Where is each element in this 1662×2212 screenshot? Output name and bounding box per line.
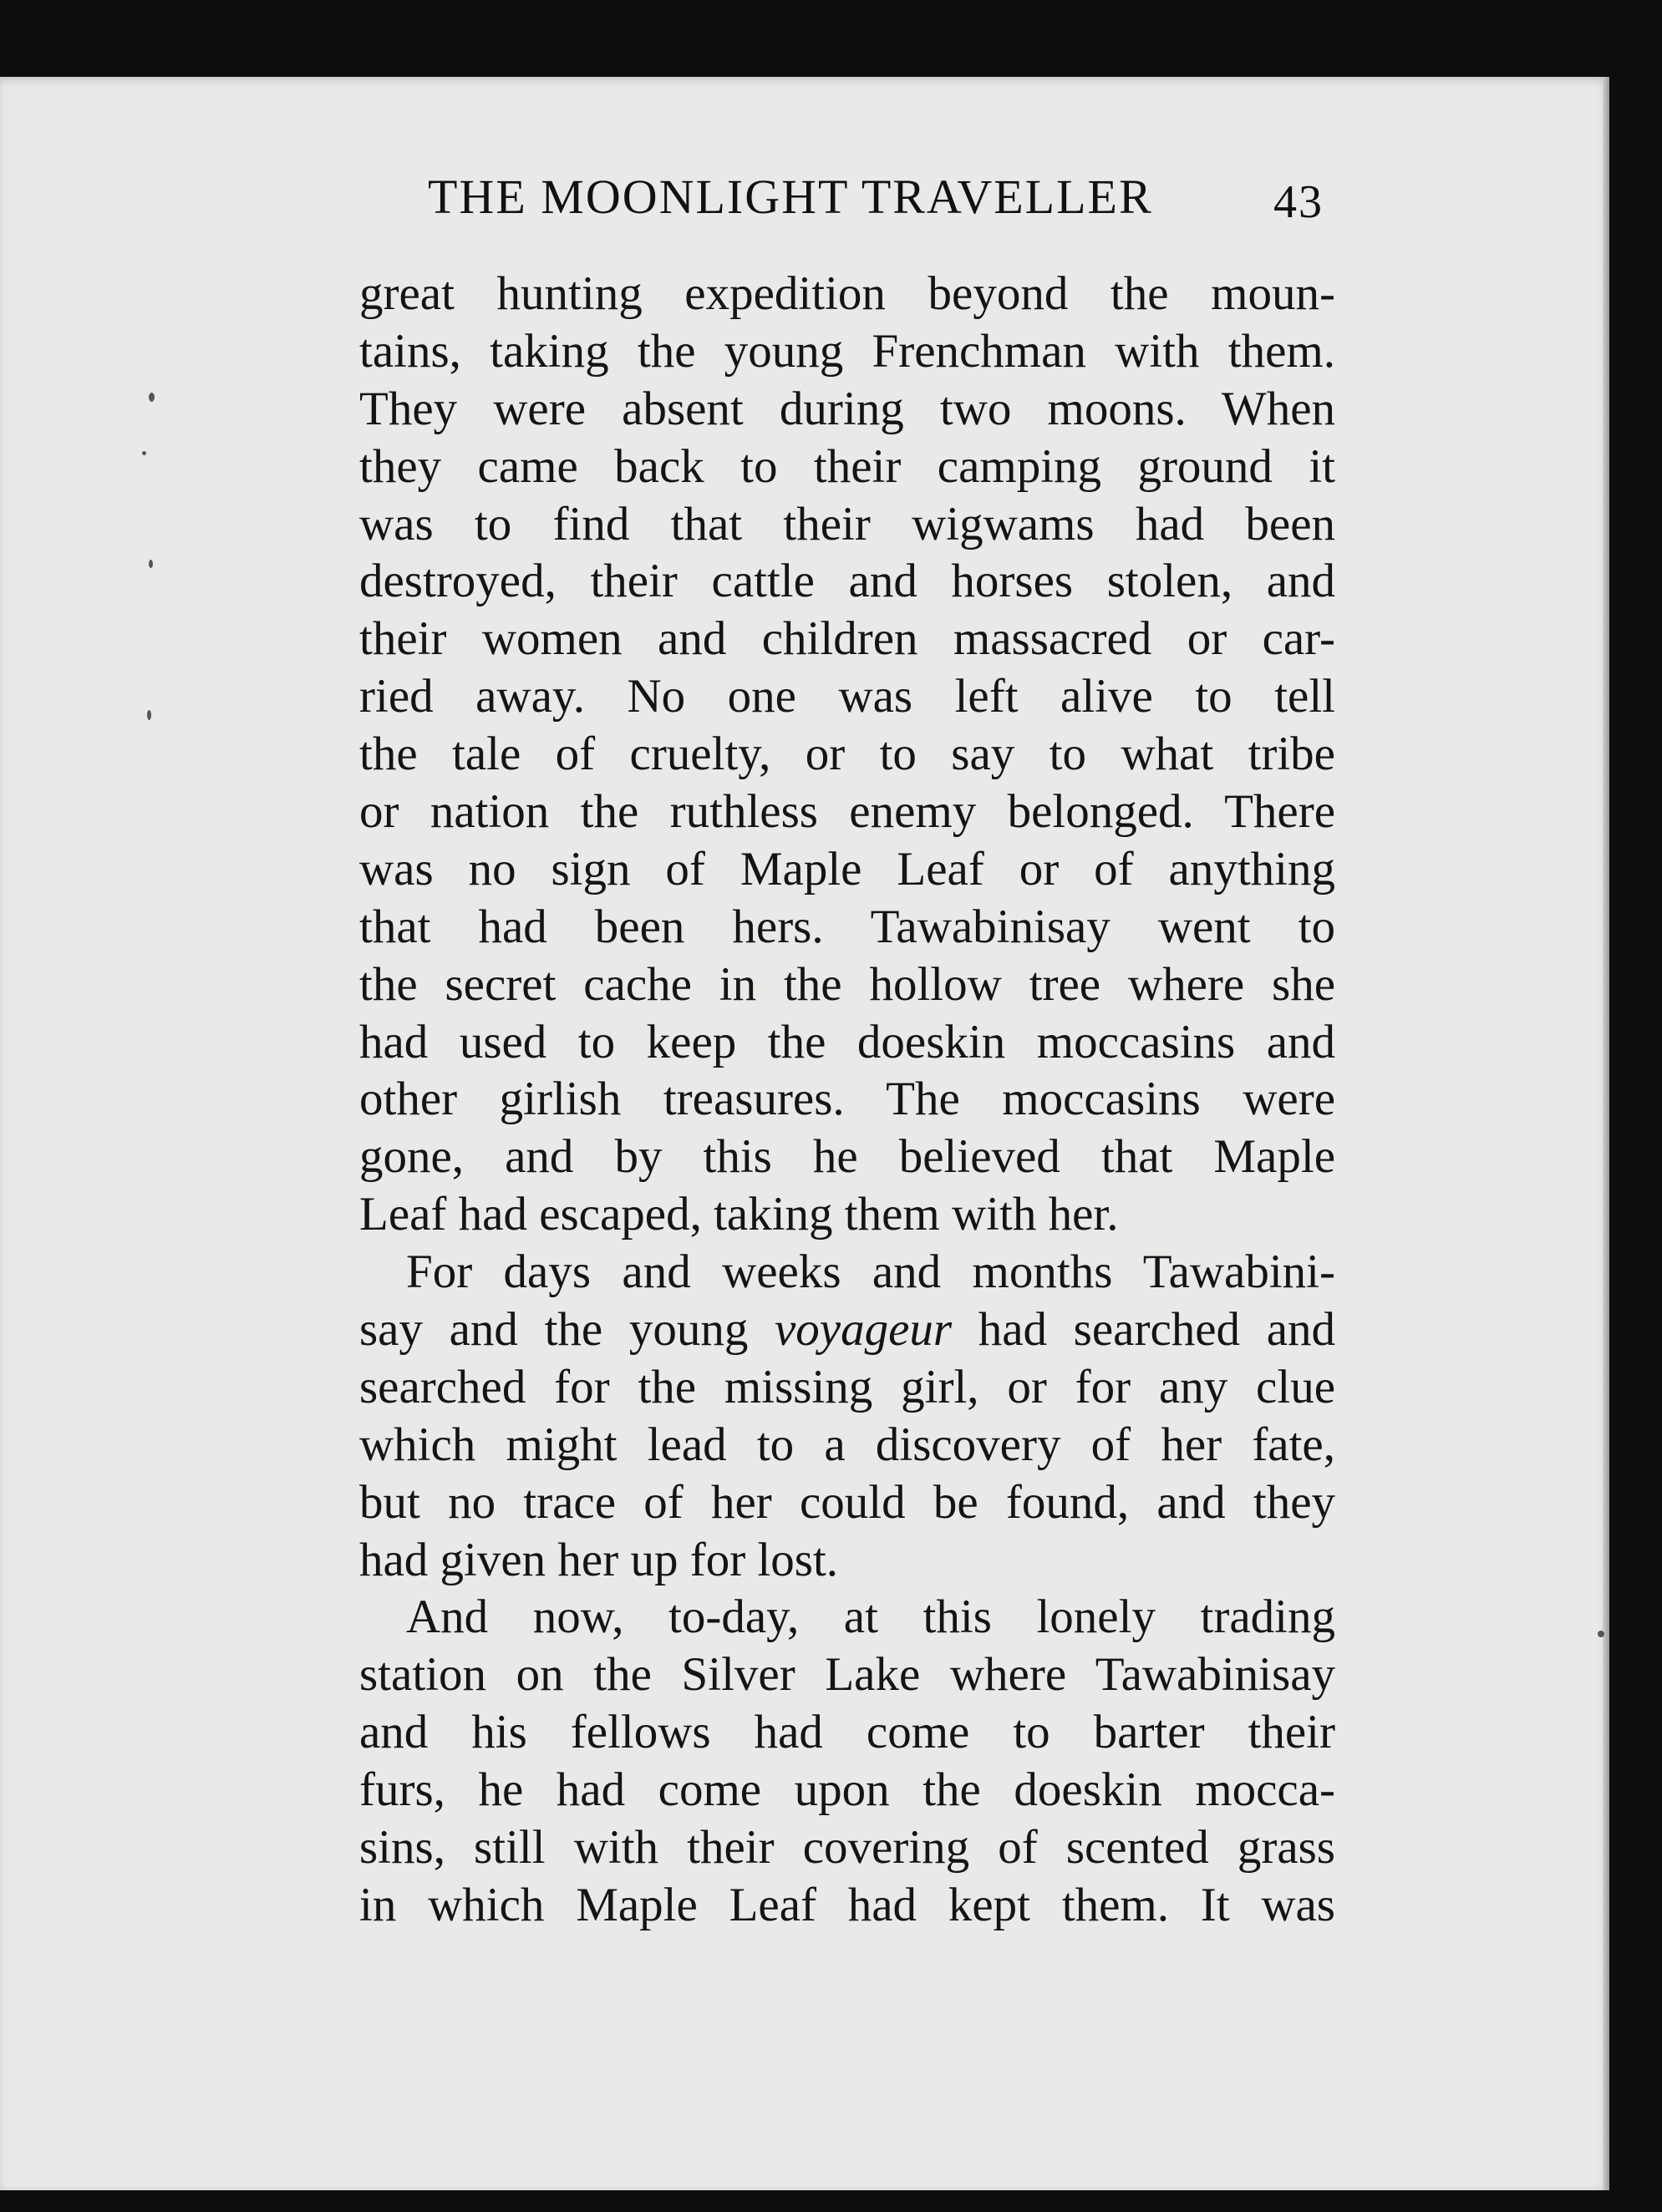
text-line: was no sign of Maple Leaf or of anything xyxy=(359,842,1335,895)
text-line-with-italic xyxy=(359,1301,1335,1359)
text-line: great hunting expedition beyond the moun- xyxy=(359,267,1335,320)
text-line: sins, still with their covering of scented grass xyxy=(359,1821,1335,1875)
margin-speck xyxy=(142,451,146,455)
margin-speck xyxy=(149,560,153,568)
text-segment: say and the young xyxy=(359,1303,775,1357)
text-line: but no trace of her could be found, and they xyxy=(359,1475,1335,1529)
running-head-title: THE MOONLIGHT TRAVELLER xyxy=(428,170,1153,224)
text-line: had used to keep the doeskin moccasins and xyxy=(359,1015,1335,1068)
margin-speck xyxy=(149,393,155,402)
text-line: furs, he had come upon the doeskin mocca- xyxy=(359,1763,1335,1817)
text-line: gone, and by this he believed that Maple xyxy=(359,1130,1335,1184)
margin-speck xyxy=(147,710,151,720)
text-line-paragraph-end: had given her up for lost. xyxy=(359,1533,839,1586)
text-line-paragraph-start: For days and weeks and months Tawabini- xyxy=(406,1246,1335,1299)
text-line: ried away. No one was left alive to tell xyxy=(359,670,1335,723)
text-line: in which Maple Leaf had kept them. It was xyxy=(359,1878,1335,1931)
text-line: which might lead to a discovery of her fate, xyxy=(359,1418,1335,1471)
running-head xyxy=(428,169,1347,244)
margin-speck xyxy=(1598,1631,1604,1637)
body-text xyxy=(359,266,1335,1935)
page-number: 43 xyxy=(1273,176,1324,228)
text-line: destroyed, their cattle and horses stolen, and xyxy=(359,555,1335,608)
text-segment: had searched and xyxy=(952,1303,1335,1357)
text-line: They were absent during two moons. When xyxy=(359,382,1335,435)
text-line: and his fellows had come to barter their xyxy=(359,1706,1335,1759)
italic-word: voyageur xyxy=(775,1303,953,1357)
text-line-paragraph-end: Leaf had escaped, taking them with her. xyxy=(359,1188,1119,1241)
text-line: their women and children massacred or car- xyxy=(359,612,1335,666)
text-line: was to find that their wigwams had been xyxy=(359,497,1335,550)
text-line-paragraph-start: And now, to-day, at this lonely trading xyxy=(406,1591,1335,1644)
text-line: or nation the ruthless enemy belonged. There xyxy=(359,785,1335,839)
text-line: they came back to their camping ground it xyxy=(359,439,1335,493)
text-line: other girlish treasures. The moccasins were xyxy=(359,1073,1335,1126)
text-line: searched for the missing girl, or for any clue xyxy=(359,1360,1335,1413)
text-line: tains, taking the young Frenchman with them. xyxy=(359,324,1335,378)
text-line: station on the Silver Lake where Tawabinisay xyxy=(359,1648,1335,1702)
page-edge-shadow xyxy=(1603,77,1609,2190)
text-line: that had been hers. Tawabinisay went to xyxy=(359,900,1335,953)
text-line: the tale of cruelty, or to say to what tribe xyxy=(359,728,1335,781)
text-line: the secret cache in the hollow tree where she xyxy=(359,957,1335,1011)
